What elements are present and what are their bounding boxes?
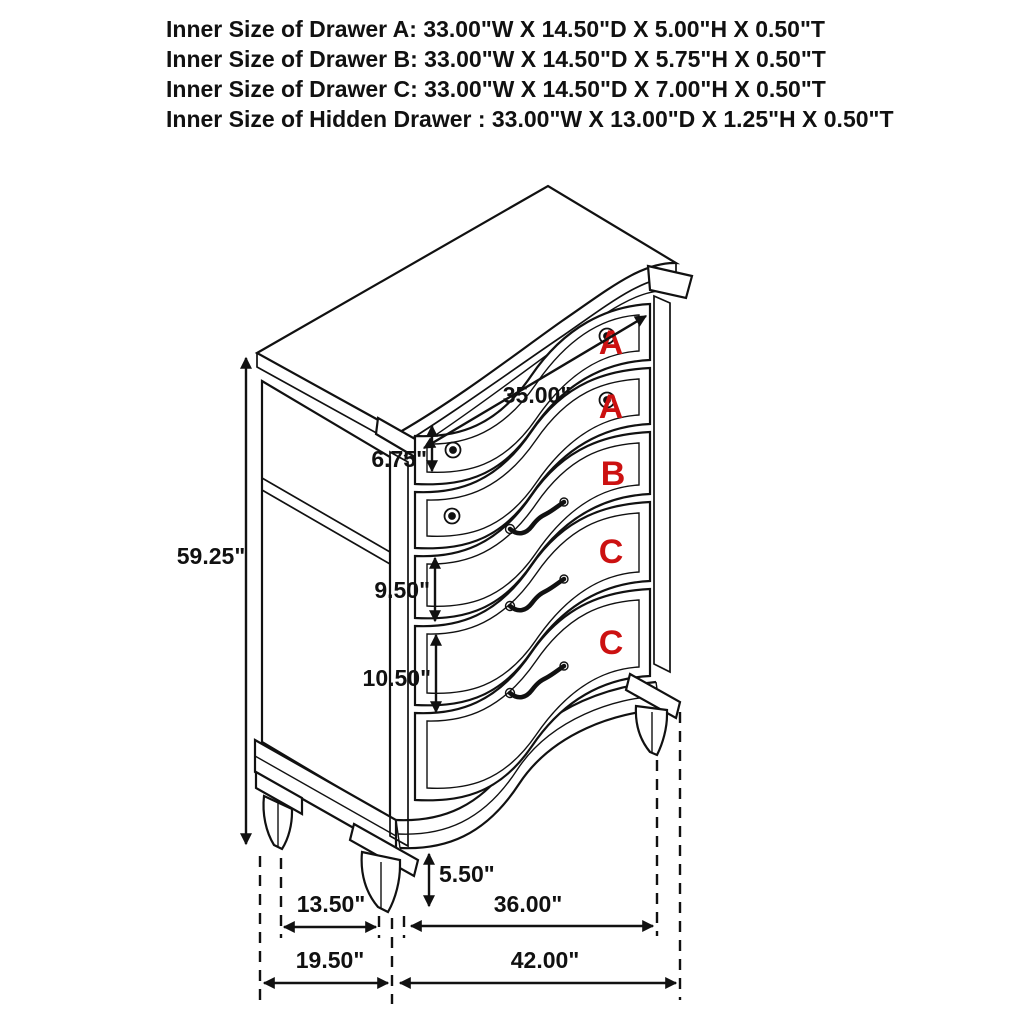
drawer-label-a1: A [598, 324, 624, 362]
dim-pitch-lower-label: 10.50" [362, 665, 431, 691]
dim-drawer-a-height-label: 6.75" [371, 446, 427, 472]
dim-overall-width-label: 42.00" [510, 947, 580, 973]
dim-overall-height-label: 59.25" [176, 543, 246, 569]
drawer-label-a2: A [598, 388, 624, 426]
front-right-column [648, 266, 692, 672]
dim-leg-height-label: 5.50" [439, 861, 495, 887]
right-column-cap [648, 266, 692, 298]
hidden-drawer-size-line: Inner Size of Hidden Drawer : 33.00"W X 13.00"D X 1.25"H X 0.50"T [166, 106, 894, 132]
right-column-fluted-strip [654, 296, 670, 672]
drawer-b-size-line: Inner Size of Drawer B: 33.00"W X 14.50"D X 5.75"H X 0.50"T [166, 46, 826, 72]
left-column-fluted-strip [390, 452, 408, 846]
dim-side-span-label: 13.50" [296, 891, 366, 917]
dim-pitch-upper-label: 9.50" [374, 577, 430, 603]
dim-overall-depth-label: 19.50" [295, 947, 365, 973]
drawer-label-c2: C [598, 624, 624, 662]
drawer-a-size-line: Inner Size of Drawer A: 33.00"W X 14.50"D X 5.00"H X 0.50"T [166, 16, 825, 42]
front-right-leg [626, 674, 680, 755]
drawer-label-c1: C [598, 533, 624, 571]
dim-top-width-label: 35.00" [502, 382, 572, 408]
drawer-c-size-line: Inner Size of Drawer C: 33.00"W X 14.50"D X 7.00"H X 0.50"T [166, 76, 826, 102]
drawer-label-b: B [600, 455, 626, 493]
dim-front-span-label: 36.00" [493, 891, 563, 917]
